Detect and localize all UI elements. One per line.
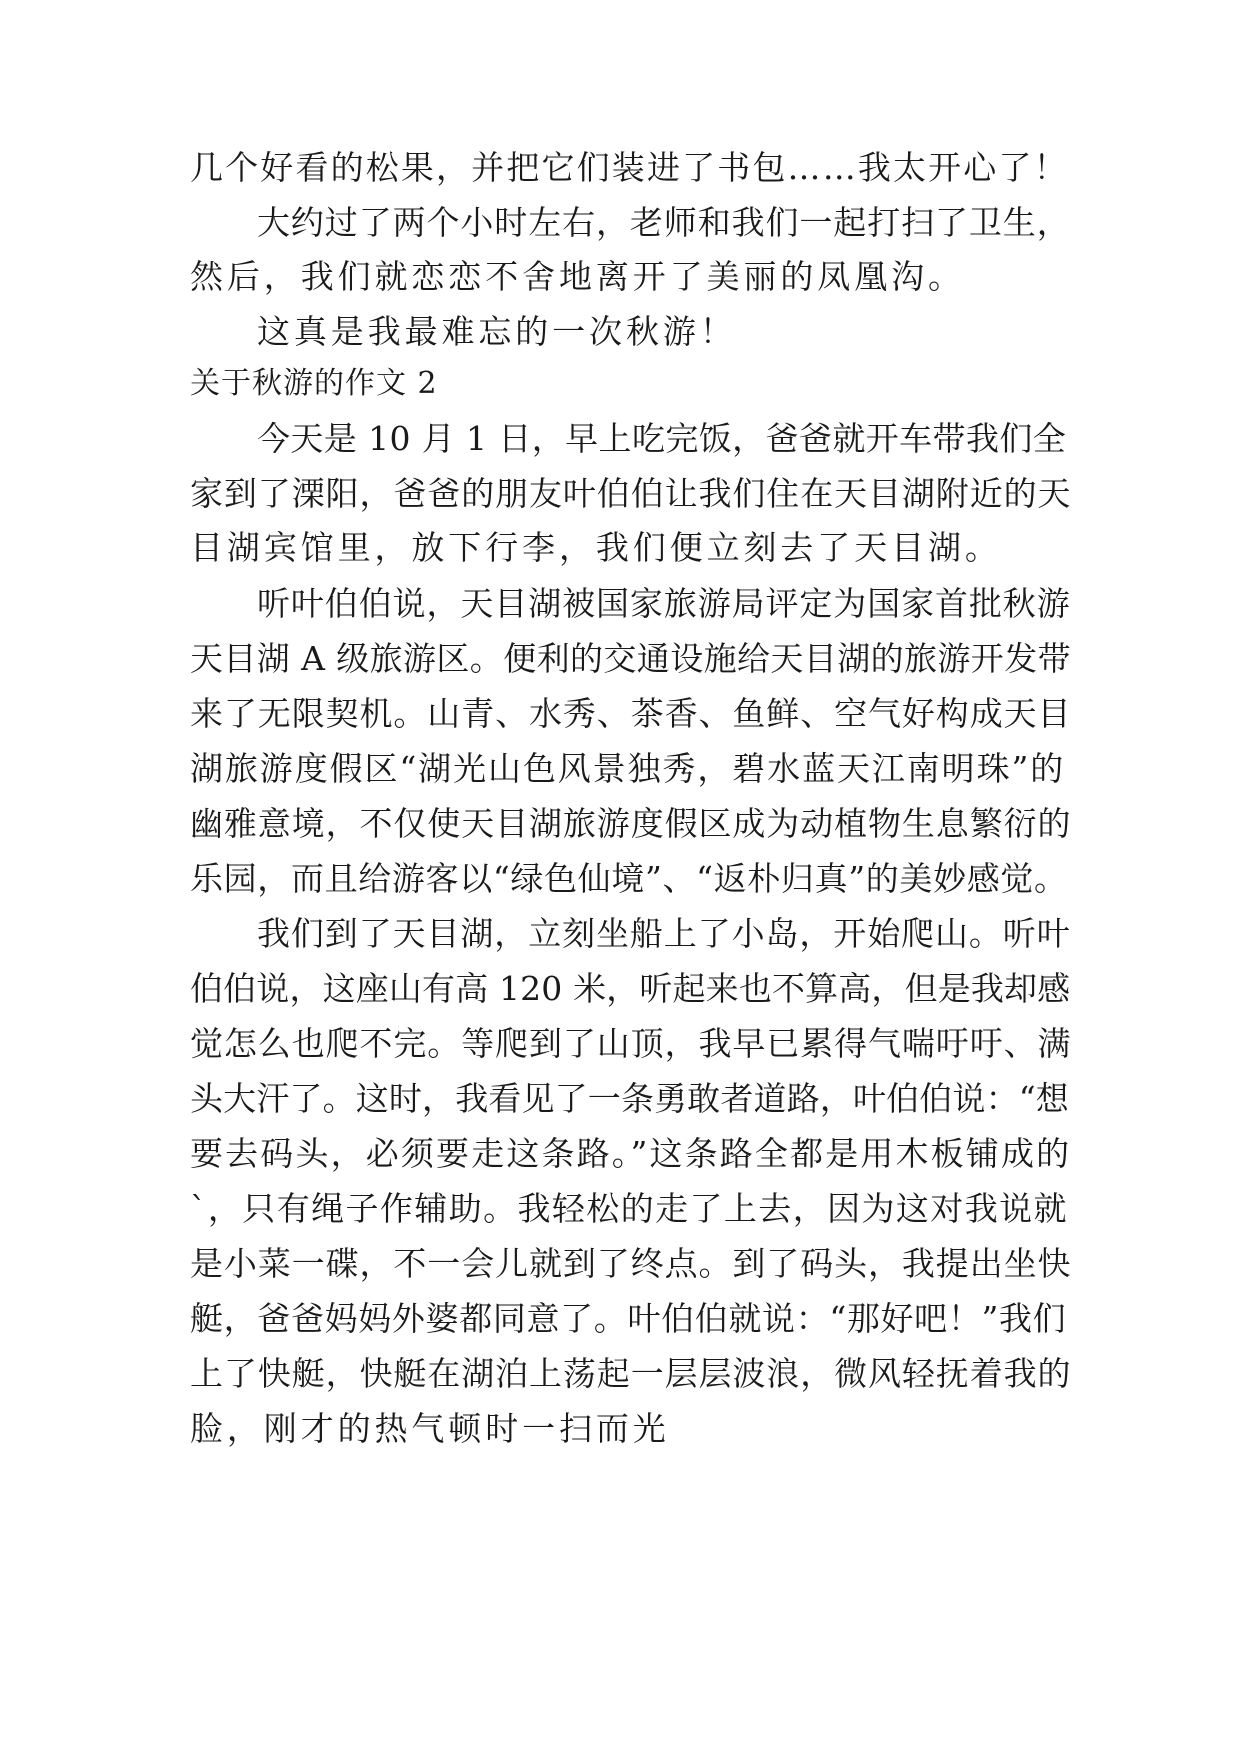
section-title: 关于秋游的作文 2 — [190, 366, 438, 401]
text-line: `，只有绳子作辅助。我轻松的走了上去，因为这对我说就 — [190, 1189, 1068, 1228]
text-line: 湖旅游度假区“湖光山色风景独秀，碧水蓝天江南明珠”的 — [190, 749, 1066, 788]
text-line: 上了快艇，快艇在湖泊上荡起一层层波浪，微风轻抚着我的 — [190, 1354, 1072, 1393]
text-line: 目湖宾馆里，放下行李，我们便立刻去了天目湖。 — [190, 528, 1002, 567]
text-line: 乐园，而且给游客以“绿色仙境”、“返朴归真”的美妙感觉。 — [190, 859, 1068, 898]
text-line: 来了无限契机。山青、水秀、茶香、鱼鲜、空气好构成天目 — [190, 694, 1072, 733]
text-line: 今天是 10 月 1 日，早上吃完饭，爸爸就开车带我们全 — [257, 419, 1067, 458]
text-line: 这真是我最难忘的一次秋游！ — [257, 312, 737, 351]
text-line: 大约过了两个小时左右，老师和我们一起打扫了卫生， — [257, 203, 1071, 242]
text-line: 天目湖 A 级旅游区。便利的交通设施给天目湖的旅游开发带 — [190, 639, 1072, 678]
text-line: 觉怎么也爬不完。等爬到了山顶，我早已累得气喘吁吁、满 — [190, 1024, 1072, 1063]
text-line: 伯伯说，这座山有高 120 米，听起来也不算高，但是我却感 — [190, 969, 1071, 1008]
text-line: 幽雅意境，不仅使天目湖旅游度假区成为动植物生息繁衍的 — [190, 804, 1072, 843]
text-line: 艇，爸爸妈妈外婆都同意了。叶伯伯就说：“那好吧！”我们 — [190, 1299, 1067, 1338]
text-line: 我们到了天目湖，立刻坐船上了小岛，开始爬山。听叶 — [257, 914, 1071, 953]
text-line: 然后，我们就恋恋不舍地离开了美丽的凤凰沟。 — [190, 257, 965, 296]
text-line: 头大汗了。这时，我看见了一条勇敢者道路，叶伯伯说：“想 — [190, 1079, 1069, 1118]
text-line: 几个好看的松果，并把它们装进了书包……我太开心了！ — [190, 148, 1069, 187]
text-line: 是小菜一碟，不一会儿就到了终点。到了码头，我提出坐快 — [190, 1244, 1072, 1283]
text-line: 听叶伯伯说，天目湖被国家旅游局评定为国家首批秋游 — [257, 584, 1071, 623]
text-line: 要去码头，必须要走这条路。”这条路全都是用木板铺成的 — [190, 1134, 1072, 1173]
text-line: 脸，刚才的热气顿时一扫而光 — [190, 1409, 670, 1448]
text-line: 家到了溧阳，爸爸的朋友叶伯伯让我们住在天目湖附近的天 — [190, 474, 1072, 513]
